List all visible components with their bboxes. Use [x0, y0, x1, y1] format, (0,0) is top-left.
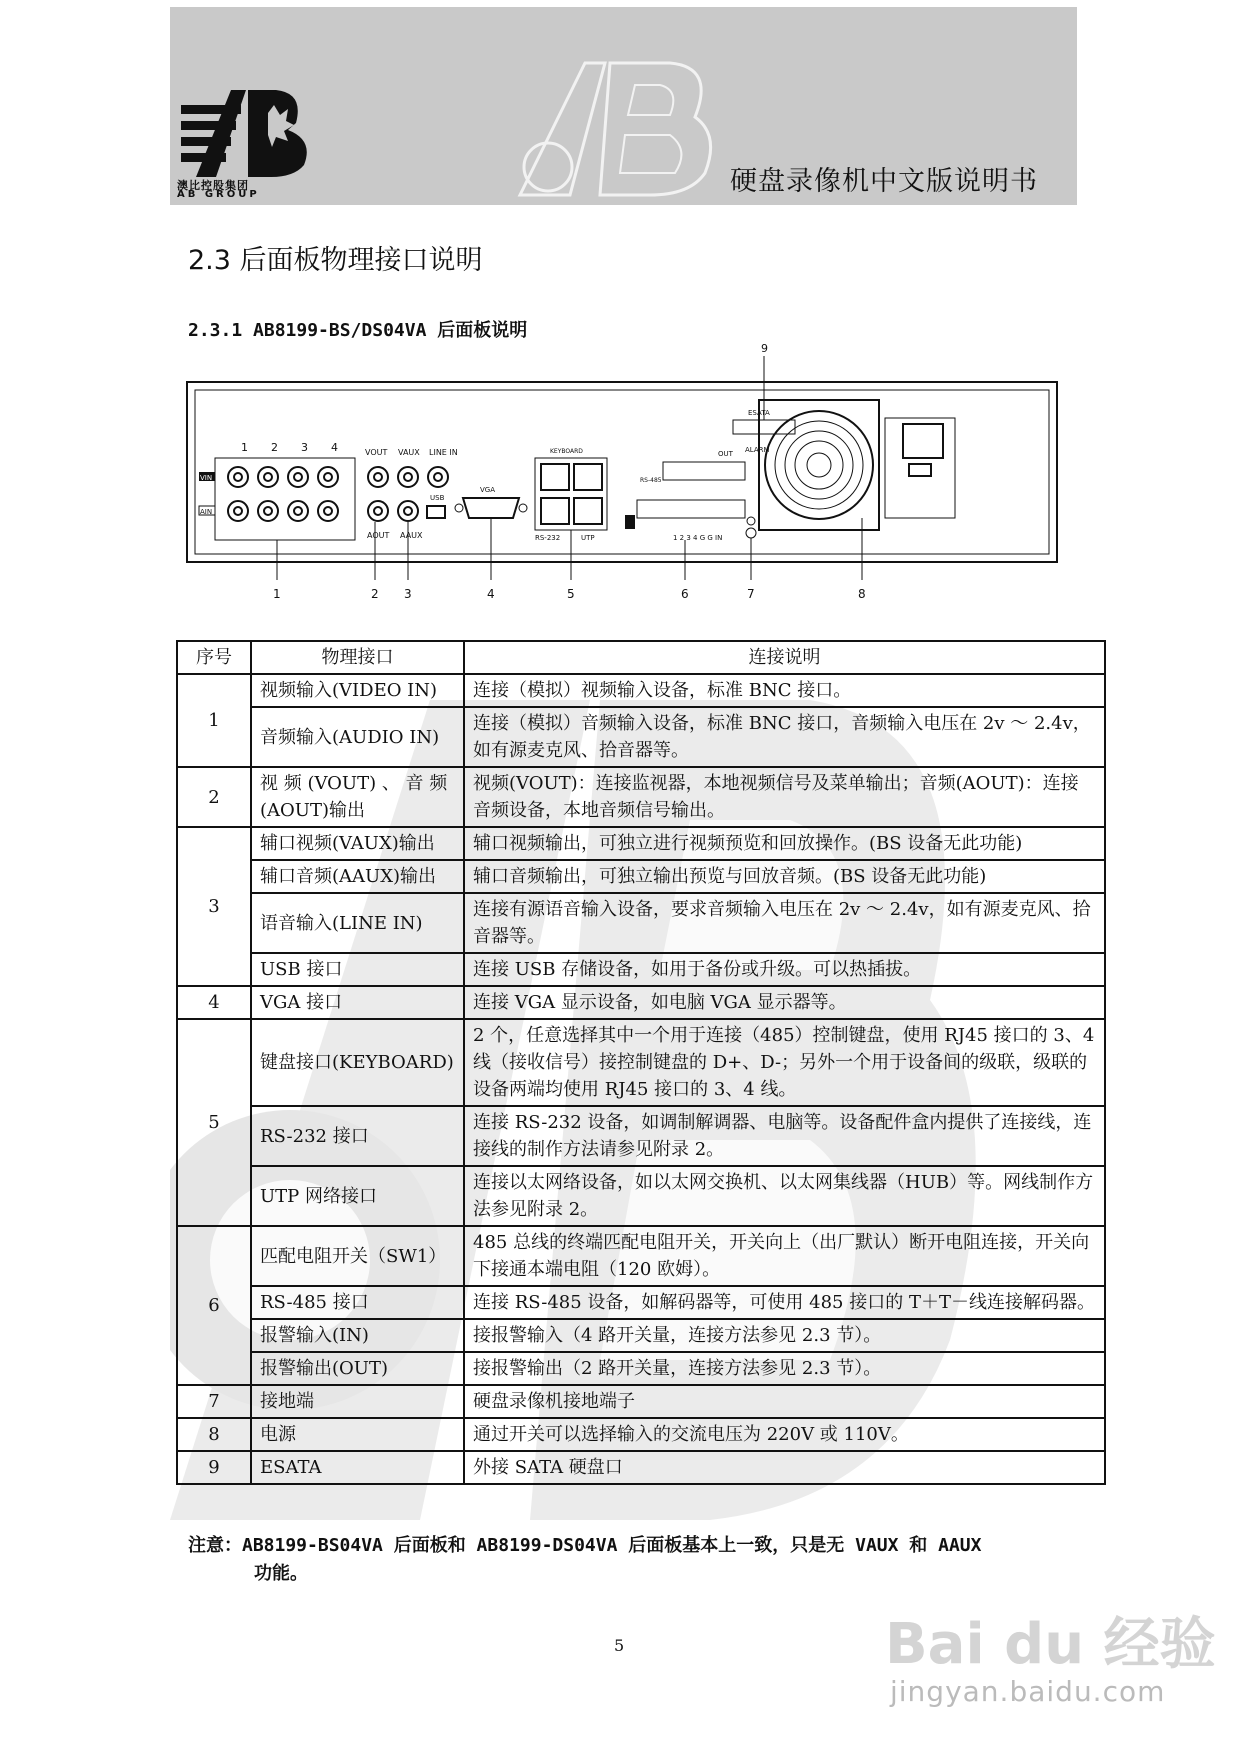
svg-text:RS-232: RS-232: [535, 534, 561, 542]
rear-panel-drawing: [185, 340, 1065, 630]
row-number: 5: [177, 1019, 251, 1226]
section-title: 2.3 后面板物理接口说明: [188, 245, 483, 276]
interface-table: [176, 640, 1106, 1485]
note-line-2: 功能。: [254, 1563, 308, 1584]
header-description: 连接说明: [464, 641, 1105, 674]
callout-1: 1: [273, 587, 281, 601]
svg-text:UTP: UTP: [581, 534, 595, 542]
logo-chinese-text: 澳比控股集团: [177, 179, 249, 192]
interface-desc: 485 总线的终端匹配电阻开关，开关向上（出厂默认）断开电阻连接，开关向下接通本端电阻（120 欧姆）。: [464, 1226, 1105, 1286]
interface-name: 语音输入(LINE IN): [251, 893, 464, 953]
table-row: [177, 986, 1105, 1019]
interface-name: RS-232 接口: [251, 1106, 464, 1166]
interface-name: 辅口音频(AAUX)输出: [251, 860, 464, 893]
table-row: [177, 827, 1105, 860]
interface-name: 音频输入(AUDIO IN): [251, 707, 464, 767]
table-header-row: [177, 641, 1105, 674]
interface-name: 视 频 (VOUT) 、 音 频 (AOUT)输出: [251, 767, 464, 827]
table-row: [177, 1451, 1105, 1484]
svg-text:OUT: OUT: [718, 450, 733, 458]
table-row: [177, 1019, 1105, 1106]
note-line-1: 注意：AB8199-BS04VA 后面板和 AB8199-DS04VA 后面板基本上一致，只是无 VAUX 和 AAUX: [188, 1535, 982, 1556]
svg-text:KEYBOARD: KEYBOARD: [550, 448, 583, 455]
header-no: 序号: [177, 641, 251, 674]
table-row: [177, 1418, 1105, 1451]
interface-desc: 辅口音频输出，可独立输出预览与回放音频。(BS 设备无此功能): [464, 860, 1105, 893]
subsection-title: 2.3.1 AB8199-BS/DS04VA 后面板说明: [188, 320, 528, 341]
table-row: [177, 1319, 1105, 1352]
table-row: [177, 1166, 1105, 1226]
svg-text:AAUX: AAUX: [400, 531, 423, 540]
interface-name: VGA 接口: [251, 986, 464, 1019]
svg-text:1: 1: [241, 441, 248, 454]
interface-name: RS-485 接口: [251, 1286, 464, 1319]
svg-text:USB: USB: [430, 494, 445, 502]
row-number: 8: [177, 1418, 251, 1451]
row-number: 6: [177, 1226, 251, 1385]
row-number: 9: [177, 1451, 251, 1484]
interface-desc: 连接（模拟）音频输入设备，标准 BNC 接口，音频输入电压在 2v ～ 2.4v，如有源麦克风、拾音器等。: [464, 707, 1105, 767]
table-row: [177, 1352, 1105, 1385]
interface-desc: 外接 SATA 硬盘口: [464, 1451, 1105, 1484]
callout-5: 5: [567, 587, 575, 601]
baidu-watermark-url: jingyan.baidu.com: [890, 1675, 1166, 1708]
interface-desc: 2 个，任意选择其中一个用于连接（485）控制键盘，使用 RJ45 接口的 3、4 线（接收信号）接控制键盘的 D+、D-；另外一个用于设备间的级联，级联的设备两端均使用 RJ45 接口的 3、4 线。: [464, 1019, 1105, 1106]
interface-desc: 连接 RS-232 设备，如调制解调器、电脑等。设备配件盒内提供了连接线，连接线的制作方法请参见附录 2。: [464, 1106, 1105, 1166]
table-row: [177, 707, 1105, 767]
table-row: [177, 1226, 1105, 1286]
interface-name: 视频输入(VIDEO IN): [251, 674, 464, 707]
table-row: [177, 1106, 1105, 1166]
table-row: [177, 674, 1105, 707]
interface-name: 电源: [251, 1418, 464, 1451]
svg-text:2: 2: [271, 441, 278, 454]
logo-english-text: AB GROUP: [177, 189, 260, 200]
row-number: 7: [177, 1385, 251, 1418]
interface-desc: 视频(VOUT)：连接监视器，本地视频信号及菜单输出；音频(AOUT)：连接音频设备，本地音频信号输出。: [464, 767, 1105, 827]
interface-name: UTP 网络接口: [251, 1166, 464, 1226]
callout-2: 2: [371, 587, 379, 601]
interface-desc: 接报警输入（4 路开关量，连接方法参见 2.3 节）。: [464, 1319, 1105, 1352]
row-number: 4: [177, 986, 251, 1019]
svg-text:ALARM: ALARM: [745, 446, 770, 454]
table-row: [177, 1385, 1105, 1418]
interface-name: ESATA: [251, 1451, 464, 1484]
page-number: 5: [614, 1636, 625, 1655]
interface-name: 接地端: [251, 1385, 464, 1418]
interface-name: 匹配电阻开关（SW1）: [251, 1226, 464, 1286]
interface-desc: 连接（模拟）视频输入设备，标准 BNC 接口。: [464, 674, 1105, 707]
interface-desc: 连接 VGA 显示设备，如电脑 VGA 显示器等。: [464, 986, 1105, 1019]
table-row: [177, 1286, 1105, 1319]
table-row: [177, 893, 1105, 953]
interface-name: USB 接口: [251, 953, 464, 986]
table-row: [177, 767, 1105, 827]
svg-text:RS-485: RS-485: [640, 477, 662, 484]
interface-desc: 连接 RS-485 设备，如解码器等，可使用 485 接口的 T＋T－线连接解码器。: [464, 1286, 1105, 1319]
svg-text:AOUT: AOUT: [367, 531, 390, 540]
table-row: [177, 860, 1105, 893]
callout-4: 4: [487, 587, 495, 601]
baidu-watermark-brand: Bai du 经验: [885, 1612, 1216, 1677]
callout-6: 6: [681, 587, 689, 601]
manual-title: 硬盘录像机中文版说明书: [730, 166, 1038, 197]
rear-panel-diagram: [185, 340, 1065, 630]
interface-desc: 连接有源语音输入设备，要求音频输入电压在 2v ～ 2.4v，如有源麦克风、拾音器等。: [464, 893, 1105, 953]
callout-9: 9: [761, 342, 768, 355]
svg-text:VOUT: VOUT: [365, 448, 388, 457]
interface-desc: 接报警输出（2 路开关量，连接方法参见 2.3 节）。: [464, 1352, 1105, 1385]
svg-text:AIN: AIN: [200, 508, 213, 516]
svg-text:VGA: VGA: [480, 486, 496, 494]
interface-desc: 连接以太网络设备，如以太网交换机、以太网集线器（HUB）等。网线制作方法参见附录 2。: [464, 1166, 1105, 1226]
interface-desc: 通过开关可以选择输入的交流电压为 220V 或 110V。: [464, 1418, 1105, 1451]
svg-text:LINE IN: LINE IN: [429, 448, 458, 457]
callout-7: 7: [747, 587, 755, 601]
header-interface: 物理接口: [251, 641, 464, 674]
interface-desc: 硬盘录像机接地端子: [464, 1385, 1105, 1418]
interface-name: 辅口视频(VAUX)输出: [251, 827, 464, 860]
svg-text:3: 3: [301, 441, 308, 454]
svg-text:VAUX: VAUX: [398, 448, 420, 457]
svg-text:1 2 3 4 G G IN: 1 2 3 4 G G IN: [673, 534, 723, 542]
interface-desc: 连接 USB 存储设备，如用于备份或升级。可以热插拔。: [464, 953, 1105, 986]
header-banner: [170, 7, 1077, 205]
esata-label: ESATA: [748, 409, 770, 417]
svg-text:4: 4: [331, 441, 338, 454]
interface-name: 键盘接口(KEYBOARD): [251, 1019, 464, 1106]
ab-large-logo-icon: [510, 55, 720, 203]
interface-name: 报警输入(IN): [251, 1319, 464, 1352]
row-number: 1: [177, 674, 251, 767]
interface-desc: 辅口视频输出，可独立进行视频预览和回放操作。(BS 设备无此功能): [464, 827, 1105, 860]
svg-text:VIN: VIN: [200, 474, 213, 482]
row-number: 3: [177, 827, 251, 986]
table-row: [177, 953, 1105, 986]
callout-8: 8: [858, 587, 866, 601]
ab-group-logo-icon: [176, 85, 316, 180]
callout-3: 3: [404, 587, 412, 601]
note-text: [188, 1532, 1068, 1588]
row-number: 2: [177, 767, 251, 827]
interface-name: 报警输出(OUT): [251, 1352, 464, 1385]
